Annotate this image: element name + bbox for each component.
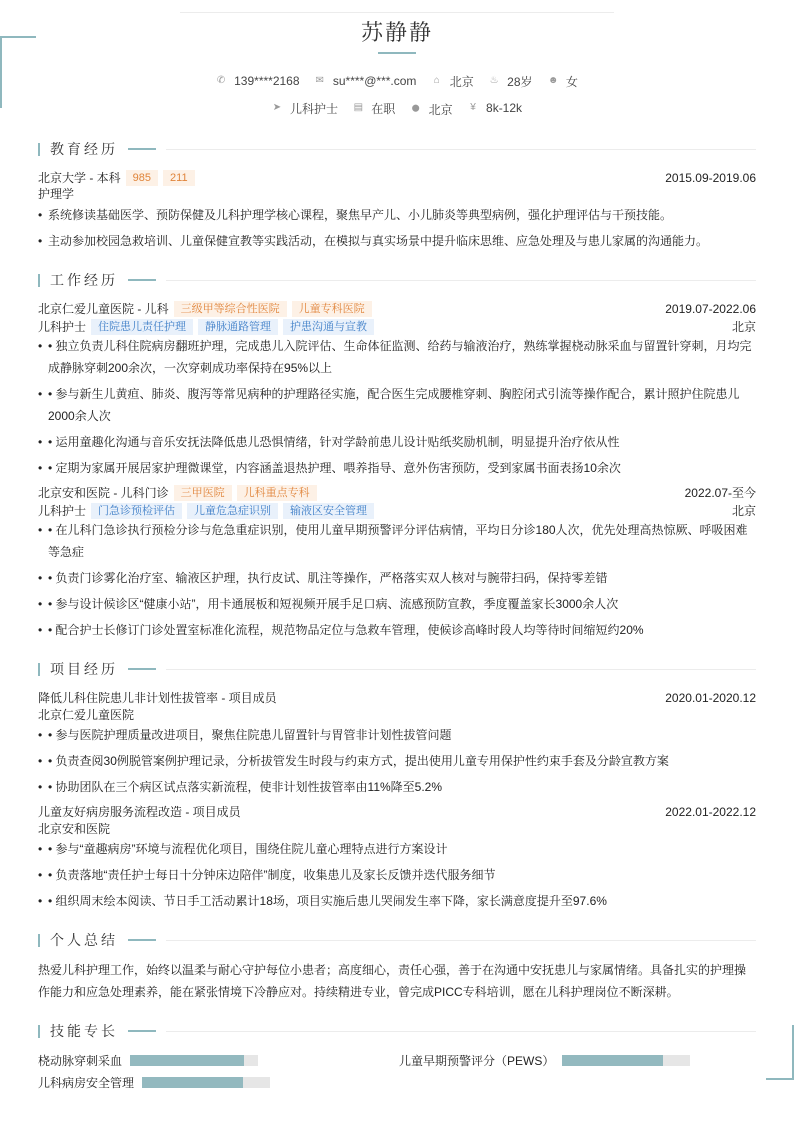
section-project [38,661,756,677]
work-role-row [38,318,756,335]
section-education [38,141,756,157]
section-title: 个人总结 [50,932,118,948]
list-item: • 系统修读基础医学、预防保健及儿科护理学核心课程，聚焦早产儿、小儿肺炎等典型病例，强化护理评估与干预技能。 [38,204,756,226]
tag-badge: 985 [126,170,158,186]
salary-icon: ¥ [470,102,476,113]
skill-name: 桡动脉穿刺采血 [38,1054,123,1068]
gender-icon: ☻ [547,75,559,86]
send-icon: ➤ [272,102,282,113]
skill-item [38,1074,270,1091]
section-summary [38,932,756,948]
list-item: • • 参与新生儿黄疸、肺炎、腹泻等常见病种的护理路径实施，配合医生完成腰椎穿刺、胸腔闭式引流等操作配合，累计照护住院患儿2000余人次 [38,383,756,427]
section-title: 教育经历 [50,141,118,157]
info-email [315,74,417,88]
work-city: 北京 [731,320,756,334]
list-item: • • 参与设计候诊区“健康小站”，用卡通展板和短视频开展手足口病、流感预防宣教，季度覆盖家长3000余人次 [38,593,756,615]
summary-text: 热爱儿科护理工作，始终以温柔与耐心守护每位小患者；高度细心，责任心强，善于在沟通中安抚患儿与家属情绪。具备扎实的护理操作能力和应急处理素养，能在紧张情境下冷静应对。持续精进专业，曾完成PICC专科培训，愿在儿科护理岗位不断深耕。 [38,963,747,999]
skill-name: 儿科病房安全管理 [38,1076,135,1090]
work-org: 北京安和医院 - 儿科门诊 [38,486,169,500]
list-item: • • 组织周末绘本阅读、节日手工活动累计18场，项目实施后患儿哭闹发生率下降，家长满意度提升至97.6% [38,890,756,912]
list-item: • • 运用童趣化沟通与音乐安抚法降低患儿恐惧情绪，针对学龄前患儿设计贴纸奖励机制，明显提升治疗依从性 [38,431,756,453]
skill-bar-fill [562,1055,663,1066]
info-city [411,101,453,118]
tag-badge: 儿童专科医院 [292,301,372,317]
info-gender [548,73,578,90]
tag-badge: 静脉通路管理 [198,319,278,335]
skill-item [38,1052,258,1069]
tag-badge: 三级甲等综合性医院 [174,301,287,317]
tag-badge: 儿童危急症识别 [187,503,278,519]
salary-text: 8k-12k [486,101,523,115]
skill-item [399,1052,690,1069]
work-date: 2022.07-至今 [684,486,756,500]
work-role-row [38,502,756,519]
list-item: • • 参与“童趣病房”环境与流程优化项目，围绕住院儿童心理特点进行方案设计 [38,838,756,860]
list-item: • • 协助团队在三个病区试点落实新流程，使非计划性拔管率由11%降至5.2% [38,776,756,798]
cake-icon: ♨ [489,75,499,86]
info-status [353,100,395,117]
briefcase-icon: ▤ [353,102,364,113]
list-item: • • 负责查阅30例脱管案例护理记录，分析拔管发生时段与约束方式，提出使用儿童专用保护性约束手套及分龄宣教方案 [38,750,756,772]
tag-badge: 211 [163,170,195,186]
work-city: 北京 [731,504,756,518]
skill-name: 儿童早期预警评分（PEWS） [399,1054,555,1068]
mail-icon: ✉ [315,75,325,86]
info-home [432,73,474,90]
city-text: 北京 [428,102,453,117]
major: 护理学 [38,187,75,201]
name-underline [378,52,416,54]
list-item: • • 负责落地“责任护士每日十分钟床边陪伴”制度，收集患儿及家长反馈并迭代服务细节 [38,864,756,886]
project-title: 儿童友好病房服务流程改造 - 项目成员 [38,805,241,819]
section-work [38,272,756,288]
project-org: 北京仁爱儿童医院 [38,708,135,722]
skill-bar [562,1055,690,1066]
status-text: 在职 [371,101,396,116]
phone-text: 139****2168 [234,74,300,88]
info-age [489,73,532,90]
work-role: 儿科护士 [38,320,87,334]
work-date: 2019.07-2022.06 [665,301,756,316]
candidate-name: 苏静静 [360,20,433,45]
work-org: 北京仁爱儿童医院 - 儿科 [38,302,169,316]
work-header [38,300,756,317]
corner-decoration-bottom-right [766,1025,794,1080]
tag-badge: 住院患儿责任护理 [91,319,193,335]
phone-icon: ✆ [216,75,226,86]
skill-bar [142,1077,270,1088]
info-phone [216,74,299,88]
education-date: 2015.09-2019.06 [665,170,756,185]
list-item: • • 配合护士长修订门诊处置室标准化流程，规范物品定位与急救车管理，使候诊高峰时段人均等待时间缩短约20% [38,619,756,641]
location-icon: ⬤ [411,105,420,112]
project-date: 2020.01-2020.12 [665,690,756,705]
work-header [38,484,756,501]
section-title: 项目经历 [50,661,118,677]
project-org: 北京安和医院 [38,822,111,836]
skill-bar-fill [130,1055,244,1066]
project-title: 降低儿科住院患儿非计划性拔管率 - 项目成员 [38,691,277,705]
project-date: 2022.01-2022.12 [665,804,756,819]
tag-badge: 输液区安全管理 [283,503,374,519]
tag-badge: 三甲医院 [174,485,232,501]
tag-badge: 护患沟通与宣教 [283,319,374,335]
job-row [0,99,794,118]
skill-bar [130,1055,258,1066]
list-item: • • 在儿科门急诊执行预检分诊与危急重症识别，使用儿童早期预警评分评估病情，平均日分诊180人次，优先处理高热惊厥、呼吸困难等急症 [38,519,756,563]
list-item: • • 独立负责儿科住院病房翻班护理，完成患儿入院评估、生命体征监测、给药与输液治疗，熟练掌握桡动脉采血与留置针穿刺，月均完成静脉穿刺200余次，一次穿刺成功率保持在95%以上 [38,335,756,379]
skill-bar-fill [142,1077,243,1088]
contact-row [0,72,794,90]
list-item: • 主动参加校园急救培训、儿童保健宣教等实践活动，在模拟与真实场景中提升临床思维、应急处理及与患儿家属的沟通能力。 [38,230,756,252]
work-role: 儿科护士 [38,504,87,518]
section-title: 技能专长 [50,1023,118,1039]
info-salary [468,101,522,115]
age-text: 28岁 [507,74,533,89]
info-position [272,100,338,117]
position-text: 儿科护士 [289,101,338,116]
tag-badge: 门急诊预检评估 [91,503,182,519]
school-name: 北京大学 - 本科 [38,171,121,185]
list-item: • • 负责门诊雾化治疗室、输液区护理，执行皮试、肌注等操作，严格落实双人核对与腕带扫码，保持零差错 [38,567,756,589]
section-title: 工作经历 [50,272,118,288]
home-text: 北京 [449,74,474,89]
tag-badge: 儿科重点专科 [237,485,317,501]
list-item: • • 参与医院护理质量改进项目，聚焦住院患儿留置针与胃管非计划性拔管问题 [38,724,756,746]
gender-text: 女 [565,74,578,89]
home-icon: ⌂ [433,75,440,86]
email-text: su****@***.com [332,74,417,88]
section-skills [38,1023,756,1039]
list-item: • • 定期为家属开展居家护理微课堂，内容涵盖退热护理、喂养指导、意外伤害预防，受到家属书面表扬10余次 [38,457,756,479]
top-divider [180,12,614,13]
